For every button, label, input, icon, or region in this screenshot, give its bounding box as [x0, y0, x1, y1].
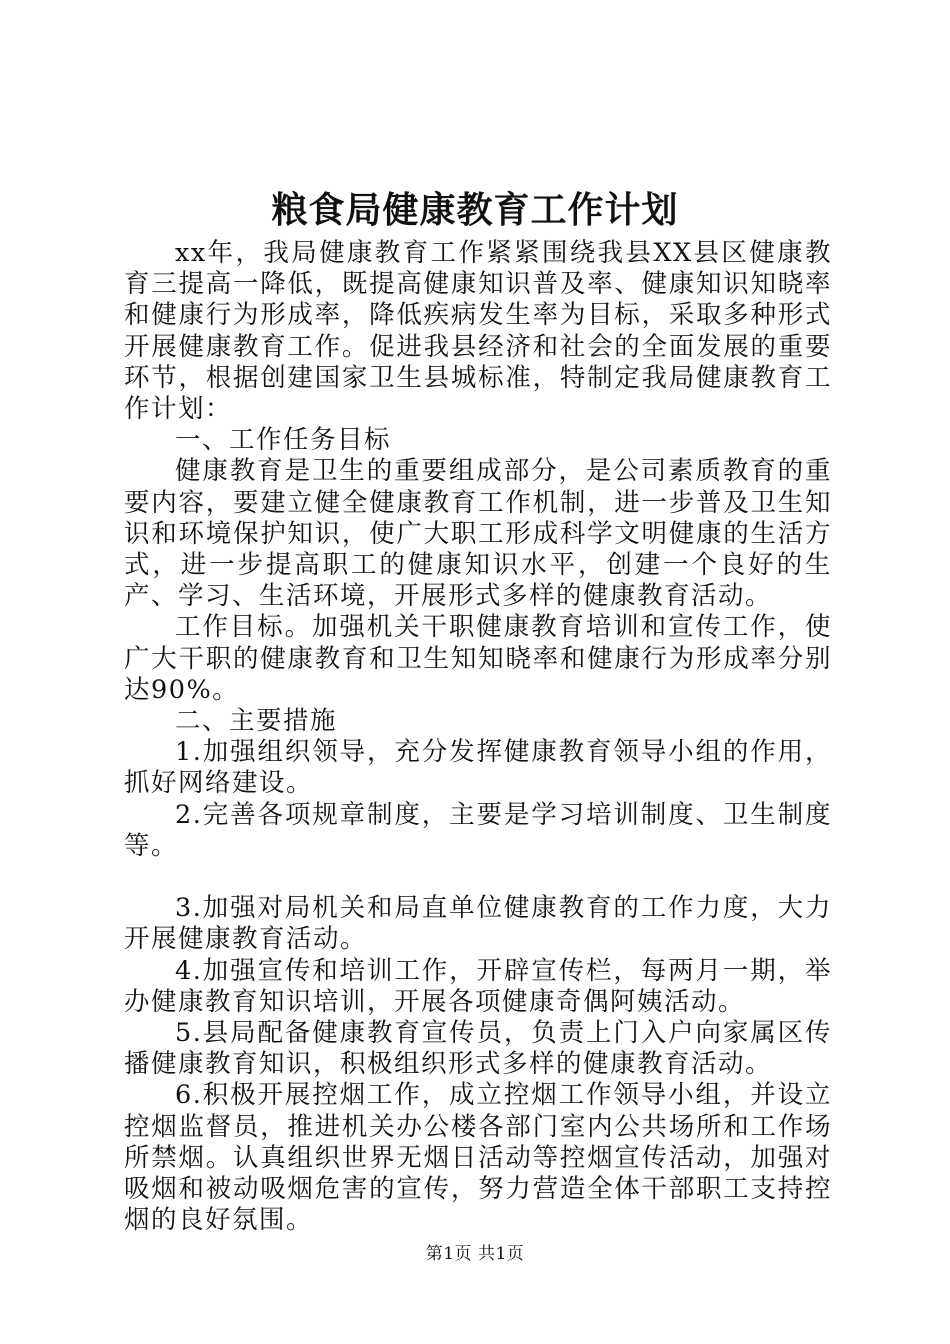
- measure-item-4: 4.加强宣传和培训工作，开辟宣传栏，每两月一期，举办健康教育知识培训，开展各项健康奇偶阿姨活动。: [124, 955, 832, 1017]
- measure-item-2: 2.完善各项规章制度，主要是学习培训制度、卫生制度等。: [124, 799, 832, 861]
- intro-paragraph: xx年，我局健康教育工作紧紧围绕我县XX县区健康教育三提高一降低，既提高健康知识普及率、健康知识知晓率和健康行为形成率，降低疾病发生率为目标，采取多种形式开展健康教育工作。促进我县经济和社会的全面发展的重要环节，根据创建国家卫生县城标准，特制定我局健康教育工作计划：: [124, 238, 832, 425]
- section-heading-goals: 一、工作任务目标: [175, 425, 392, 456]
- section-heading-measures: 二、主要措施: [175, 706, 338, 737]
- measure-item-3: 3.加强对局机关和局直单位健康教育的工作力度，大力开展健康教育活动。: [124, 893, 832, 955]
- measure-item-5: 5.县局配备健康教育宣传员，负责上门入户向家属区传播健康教育知识，积极组织形式多样的健康教育活动。: [124, 1018, 832, 1080]
- document-body: [124, 238, 832, 1236]
- work-target-paragraph: 工作目标。加强机关干职健康教育培训和宣传工作，使广大干职的健康教育和卫生知知晓率和健康行为形成率分别达90%。: [124, 612, 832, 705]
- goals-paragraph: 健康教育是卫生的重要组成部分，是公司素质教育的重要内容，要建立健全健康教育工作机制，进一步普及卫生知识和环境保护知识，使广大职工形成科学文明健康的生活方式，进一步提高职工的健康知识水平，创建一个良好的生产、学习、生活环境，开展形式多样的健康教育活动。: [124, 456, 832, 612]
- document-title: 粮食局健康教育工作计划: [271, 189, 679, 231]
- page-footer: 第1页 共1页: [425, 1244, 525, 1264]
- measure-item-6: 6.积极开展控烟工作，成立控烟工作领导小组，并设立控烟监督员，推进机关办公楼各部门室内公共场所和工作场所禁烟。认真组织世界无烟日活动等控烟宣传活动，加强对吸烟和被动吸烟危害的宣传，努力营造全体干部职工支持控烟的良好氛围。: [124, 1080, 832, 1236]
- measure-item-1: 1.加强组织领导，充分发挥健康教育领导小组的作用，抓好网络建设。: [124, 737, 832, 799]
- blank-line: [124, 862, 832, 893]
